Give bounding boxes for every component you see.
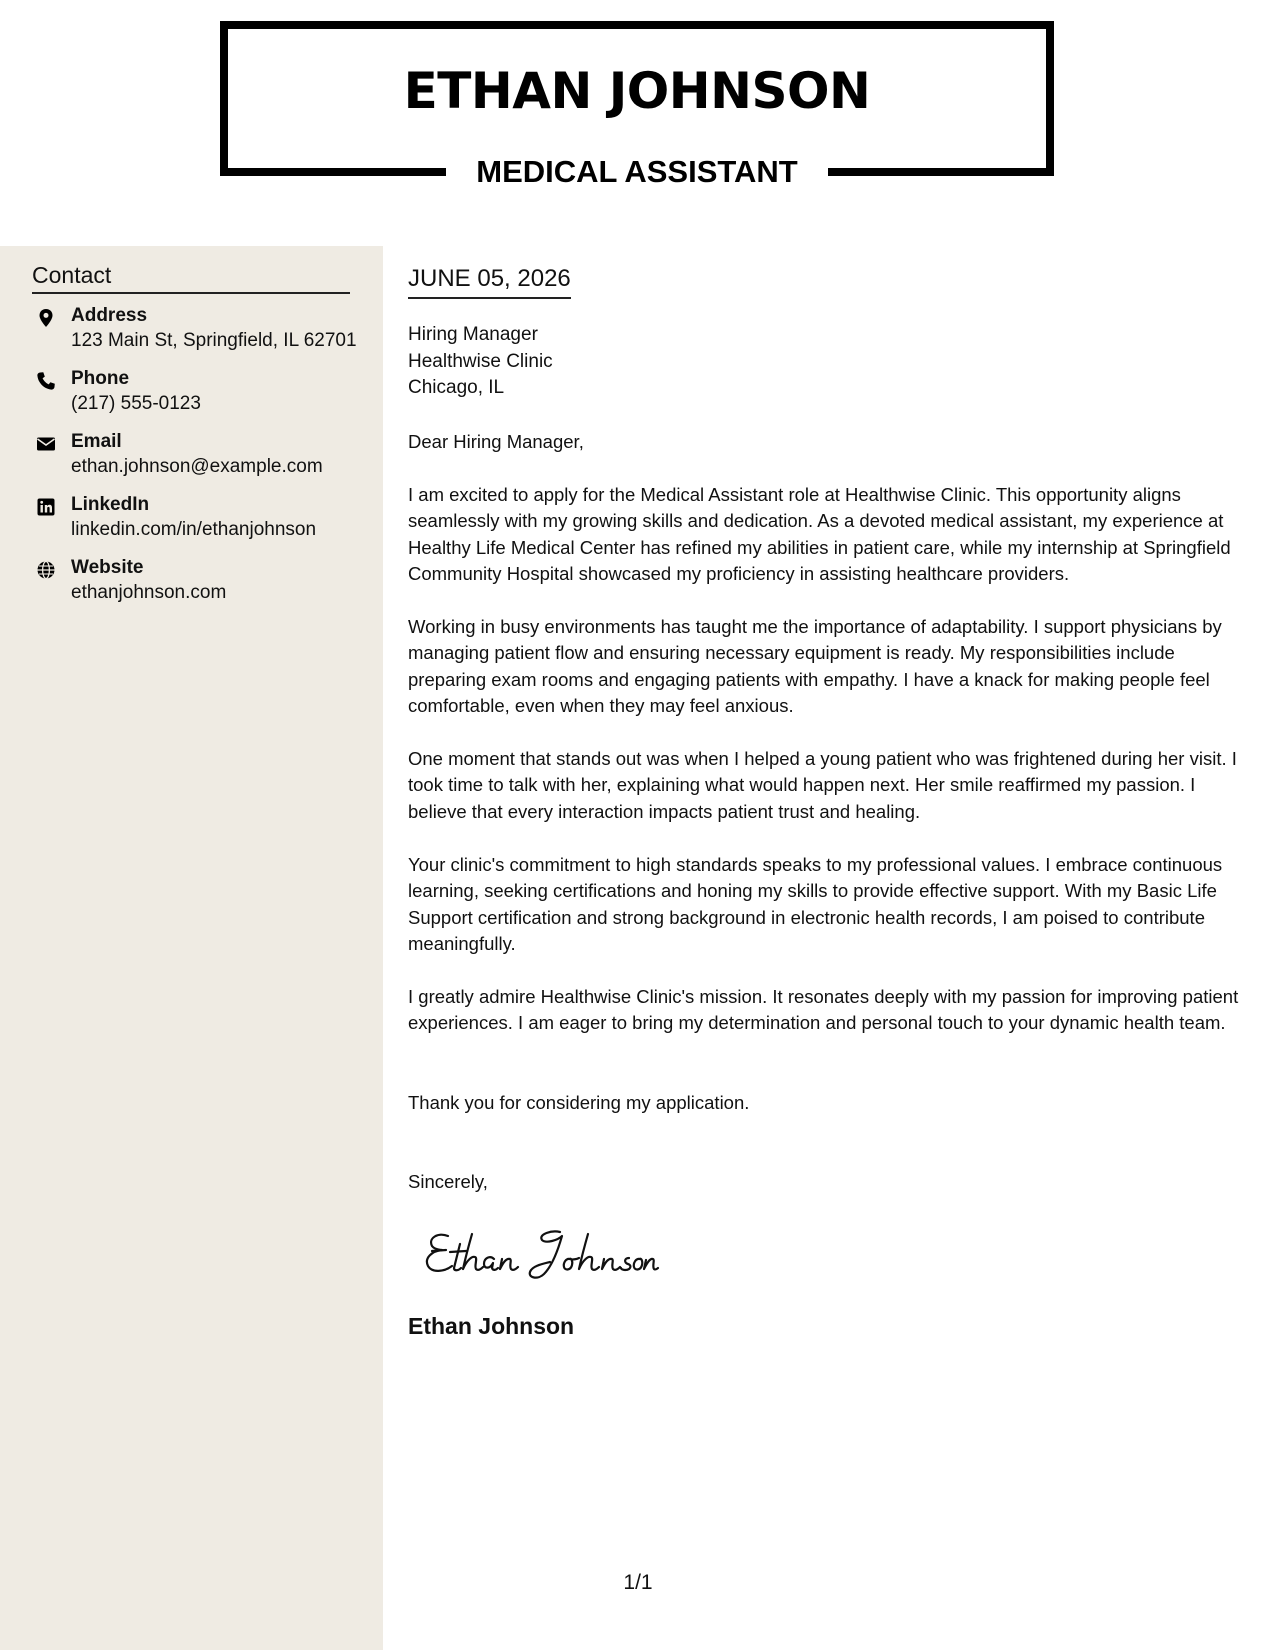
recipient-line: Healthwise Clinic — [408, 350, 553, 372]
recipient-block — [408, 322, 553, 402]
page-number: 1/1 — [623, 1571, 653, 1594]
contact-value: 123 Main St, Springfield, IL 62701 — [71, 330, 357, 351]
contact-label: Phone — [71, 368, 130, 389]
applicant-name: ETHAN JOHNSON — [403, 62, 871, 120]
paragraph-text: I am excited to apply for the Medical Assistant role at Healthwise Clinic. This opportunity aligns seamlessly with my growing skills and dedication. As a devoted medical assistant, my experience at Healthy Life Medical Center has refined my abilities in patient care, while my internship at Springfield Community Hospital showcased my proficiency in assisting healthcare providers. — [408, 484, 1231, 585]
paragraph — [408, 746, 1248, 825]
envelope-icon — [36, 434, 56, 454]
contact-label: Address — [71, 305, 148, 326]
contact-label: Email — [71, 431, 122, 452]
paragraph-text: One moment that stands out was when I helped a young patient who was frightened during her visit. I took time to talk with her, explaining what would happen next. Her smile reaffirmed my passion. I believe that every interaction impacts patient trust and healing. — [408, 748, 1237, 822]
closing-line: Thank you for considering my application. — [408, 1092, 750, 1113]
signer-name: Ethan Johnson — [408, 1313, 575, 1339]
handwritten-signature — [420, 1222, 660, 1282]
contact-label: LinkedIn — [71, 494, 150, 515]
paragraph-text: Your clinic's commitment to high standards speaks to my professional values. I embrace continuous learning, seeking certifications and honing my skills to provide effective support. With my Basic Life Support certification and strong background in electronic health records, I am poised to contribute meaningfully. — [408, 854, 1223, 955]
job-title: MEDICAL ASSISTANT — [476, 154, 798, 189]
paragraph-text: Working in busy environments has taught me the importance of adaptability. I support physicians by managing patient flow and ensuring necessary equipment is ready. My responsibilities include preparing exam rooms and engaging patients with empathy. I have a knack for making people feel comfortable, even when they may feel anxious. — [408, 616, 1222, 717]
recipient-line: Chicago, IL — [408, 377, 505, 398]
paragraph — [408, 614, 1248, 720]
linkedin-icon — [36, 497, 56, 517]
contact-value: (217) 555-0123 — [71, 393, 201, 414]
contact-label: Website — [71, 557, 144, 578]
paragraph-text: I greatly admire Healthwise Clinic's mission. It resonates deeply with my passion for improving patient experiences. I am eager to bring my determination and personal touch to your dynamic health team. — [408, 986, 1239, 1034]
globe-icon — [36, 560, 56, 580]
recipient-line: Hiring Manager — [408, 324, 538, 345]
salutation: Dear Hiring Manager, — [408, 431, 584, 452]
contact-value: ethanjohnson.com — [71, 582, 227, 603]
contact-value: ethan.johnson@example.com — [71, 456, 323, 477]
phone-icon — [36, 371, 56, 391]
location-pin-icon — [36, 308, 56, 328]
contact-value: linkedin.com/in/ethanjohnson — [71, 519, 317, 540]
sign-off: Sincerely, — [408, 1171, 488, 1192]
paragraph — [408, 984, 1248, 1037]
letter-date: JUNE 05, 2026 — [408, 265, 571, 299]
contact-heading: Contact — [32, 262, 350, 294]
paragraph — [408, 852, 1248, 958]
paragraph — [408, 482, 1248, 588]
